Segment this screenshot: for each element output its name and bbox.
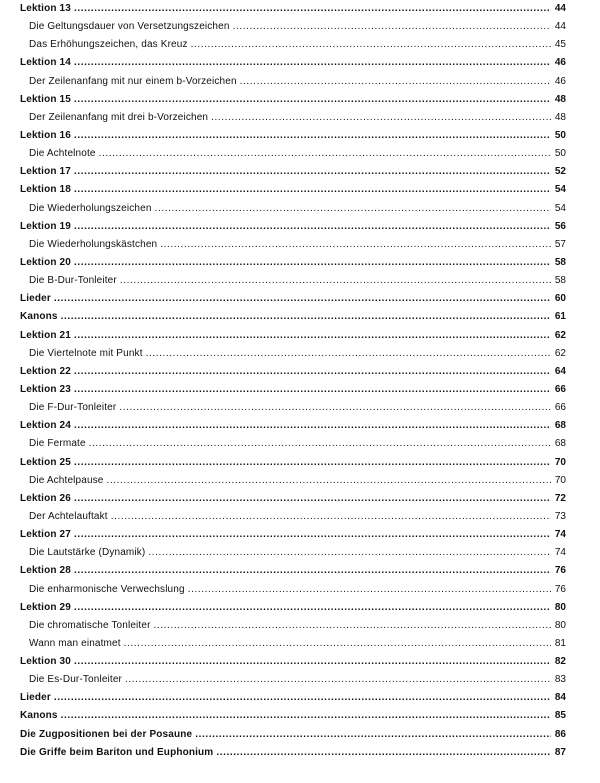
toc-entry-label: Lieder (20, 293, 51, 305)
toc-entry-label: Lektion 21 (20, 329, 71, 341)
toc-page-number: 58 (554, 256, 566, 268)
dot-leader (216, 744, 551, 762)
toc-page-number: 48 (554, 93, 566, 105)
dot-leader (74, 91, 551, 109)
toc-page-number: 76 (554, 565, 566, 577)
toc-entry (20, 617, 566, 635)
toc-entry-label: Die Lautstärke (Dynamik) (29, 547, 146, 559)
toc-page-number: 45 (554, 39, 566, 51)
toc-entry (20, 490, 566, 508)
toc-entry (20, 726, 566, 744)
toc-entry-label: Lektion 28 (20, 565, 71, 577)
dot-leader (74, 0, 551, 18)
toc-page-number: 60 (554, 293, 566, 305)
toc-entry (20, 653, 566, 671)
dot-leader (124, 635, 551, 653)
toc-entry-label: Die Wiederholungskästchen (29, 238, 158, 250)
toc-page-number: 54 (554, 202, 566, 214)
toc-page-number: 44 (554, 21, 566, 33)
dot-leader (148, 544, 551, 562)
toc-entry (20, 562, 566, 580)
toc-entry (20, 91, 566, 109)
toc-page-number: 68 (554, 420, 566, 432)
toc-entry (20, 417, 566, 435)
dot-leader (74, 526, 551, 544)
toc-entry (20, 472, 566, 490)
toc-entry-label: Lektion 14 (20, 57, 71, 69)
toc-entry (20, 744, 566, 762)
dot-leader (54, 689, 551, 707)
dot-leader (240, 73, 551, 91)
toc-entry (20, 454, 566, 472)
toc-page-number: 62 (554, 329, 566, 341)
toc-entry-label: Kanons (20, 311, 58, 323)
toc-entry (20, 236, 566, 254)
toc-entry (20, 218, 566, 236)
toc-page-number: 62 (554, 347, 566, 359)
toc-entry (20, 508, 566, 526)
dot-leader (54, 290, 551, 308)
dot-leader (125, 671, 551, 689)
toc-page-number: 50 (554, 148, 566, 160)
toc-entry (20, 544, 566, 562)
toc-entry-label: Lektion 30 (20, 656, 71, 668)
toc-entry (20, 707, 566, 725)
toc-page-number: 70 (554, 456, 566, 468)
toc-entry (20, 671, 566, 689)
toc-entry-label: Die Achtelnote (29, 148, 96, 160)
toc-page-number: 87 (554, 746, 566, 758)
toc-entry-label: Wann man einatmet (29, 637, 121, 649)
dot-leader (74, 490, 551, 508)
toc-entry (20, 327, 566, 345)
toc-entry-label: Lektion 13 (20, 3, 71, 14)
toc-entry (20, 145, 566, 163)
dot-leader (188, 581, 551, 599)
toc-entry (20, 127, 566, 145)
toc-entry (20, 399, 566, 417)
dot-leader (155, 200, 551, 218)
toc-entry (20, 363, 566, 381)
toc-entry-label: Lektion 15 (20, 93, 71, 105)
toc-entry (20, 254, 566, 272)
toc-entry (20, 381, 566, 399)
toc-entry-label: Lektion 27 (20, 529, 71, 541)
toc-entry-label: Der Zeilenanfang mit nur einem b-Vorzeichen (29, 75, 237, 87)
toc-page-number: 86 (554, 728, 566, 740)
dot-leader (107, 472, 551, 490)
toc-entry (20, 36, 566, 54)
toc-entry-label: Lektion 26 (20, 492, 71, 504)
dot-leader (74, 363, 551, 381)
toc-entry (20, 200, 566, 218)
toc-page-number: 54 (554, 184, 566, 196)
toc-page-number: 85 (554, 710, 566, 722)
toc-entry-label: Lektion 22 (20, 365, 71, 377)
toc-entry-label: Die Geltungsdauer von Versetzungszeichen (29, 21, 230, 33)
toc-page-number: 56 (554, 220, 566, 232)
toc-page-number: 76 (554, 583, 566, 595)
toc-entry (20, 0, 566, 18)
toc-entry-label: Die Es-Dur-Tonleiter (29, 674, 123, 686)
toc-entry-label: Der Achtelauftakt (29, 510, 108, 522)
toc-page-number: 74 (554, 529, 566, 541)
toc-page-number: 57 (554, 238, 566, 250)
dot-leader (74, 218, 551, 236)
toc-entry (20, 581, 566, 599)
dot-leader (191, 36, 551, 54)
toc-page-number: 80 (554, 601, 566, 613)
toc-entry (20, 308, 566, 326)
toc-entry (20, 435, 566, 453)
toc-page-number: 70 (554, 474, 566, 486)
toc-entry (20, 635, 566, 653)
dot-leader (211, 109, 551, 127)
dot-leader (146, 345, 551, 363)
toc-entry-label: Lektion 24 (20, 420, 71, 432)
dot-leader (120, 272, 551, 290)
toc-entry-label: Die Viertelnote mit Punkt (29, 347, 143, 359)
toc-entry-label: Die Zugpositionen bei der Posaune (20, 728, 193, 740)
dot-leader (74, 562, 551, 580)
toc-entry-label: Die chromatische Tonleiter (29, 619, 151, 631)
dot-leader (119, 399, 551, 417)
dot-leader (74, 417, 551, 435)
dot-leader (74, 163, 551, 181)
toc-entry-label: Lektion 25 (20, 456, 71, 468)
toc-entry (20, 18, 566, 36)
dot-leader (74, 599, 551, 617)
toc-entry-label: Der Zeilenanfang mit drei b-Vorzeichen (29, 111, 209, 123)
dot-leader (74, 653, 551, 671)
toc-entry (20, 73, 566, 91)
toc-page-number: 66 (554, 402, 566, 414)
toc-entry (20, 109, 566, 127)
dot-leader (74, 454, 551, 472)
toc-page-number: 50 (554, 129, 566, 141)
toc-page-number: 46 (554, 75, 566, 87)
toc-page-number: 64 (554, 365, 566, 377)
toc-entry-label: Lektion 19 (20, 220, 71, 232)
toc-page-number: 82 (554, 656, 566, 668)
dot-leader (74, 54, 551, 72)
dot-leader (61, 308, 551, 326)
dot-leader (74, 127, 551, 145)
toc-entry-label: Die Achtelpause (29, 474, 104, 486)
toc-page-number: 84 (554, 692, 566, 704)
toc-entry-label: Das Erhöhungszeichen, das Kreuz (29, 39, 188, 51)
toc-page-number: 83 (554, 674, 566, 686)
toc-entry-label: Kanons (20, 710, 58, 722)
toc-entry-label: Lektion 20 (20, 256, 71, 268)
dot-leader (61, 707, 551, 725)
toc-entry (20, 181, 566, 199)
toc-entry (20, 689, 566, 707)
toc-entry-label: Lektion 18 (20, 184, 71, 196)
dot-leader (89, 435, 551, 453)
toc-entry (20, 54, 566, 72)
toc-page-number: 80 (554, 619, 566, 631)
toc-entry-label: Lektion 29 (20, 601, 71, 613)
toc-page-number: 44 (554, 3, 566, 14)
toc-entry-label: Die Griffe beim Bariton und Euphonium (20, 746, 214, 758)
toc-page-number: 81 (554, 637, 566, 649)
toc-entry (20, 599, 566, 617)
dot-leader (233, 18, 551, 36)
toc-page-number: 58 (554, 275, 566, 287)
toc-entry (20, 526, 566, 544)
toc-entry-label: Lektion 16 (20, 129, 71, 141)
toc-page-number: 73 (554, 510, 566, 522)
dot-leader (74, 254, 551, 272)
dot-leader (74, 181, 551, 199)
toc-page-number: 61 (554, 311, 566, 323)
dot-leader (111, 508, 551, 526)
toc-entry (20, 163, 566, 181)
toc-entry-label: Lektion 17 (20, 166, 71, 178)
dot-leader (160, 236, 551, 254)
toc-page-number: 72 (554, 492, 566, 504)
dot-leader (99, 145, 551, 163)
toc-page-number: 48 (554, 111, 566, 123)
toc-page-number: 52 (554, 166, 566, 178)
toc-entry-label: Die Fermate (29, 438, 86, 450)
toc-entry (20, 290, 566, 308)
dot-leader (154, 617, 551, 635)
toc-entry-label: Lektion 23 (20, 383, 71, 395)
dot-leader (74, 327, 551, 345)
toc-entry-label: Lieder (20, 692, 51, 704)
toc-page-number: 66 (554, 383, 566, 395)
toc-entry (20, 345, 566, 363)
toc-entry-label: Die enharmonische Verwechslung (29, 583, 185, 595)
toc-entry-label: Die F-Dur-Tonleiter (29, 402, 117, 414)
toc-page-number: 46 (554, 57, 566, 69)
dot-leader (74, 381, 551, 399)
toc-entry-label: Die Wiederholungszeichen (29, 202, 152, 214)
toc-page-number: 74 (554, 547, 566, 559)
toc-entry (20, 272, 566, 290)
toc-page-number: 68 (554, 438, 566, 450)
toc-list (20, 0, 566, 762)
dot-leader (195, 726, 551, 744)
toc-entry-label: Die B-Dur-Tonleiter (29, 275, 117, 287)
